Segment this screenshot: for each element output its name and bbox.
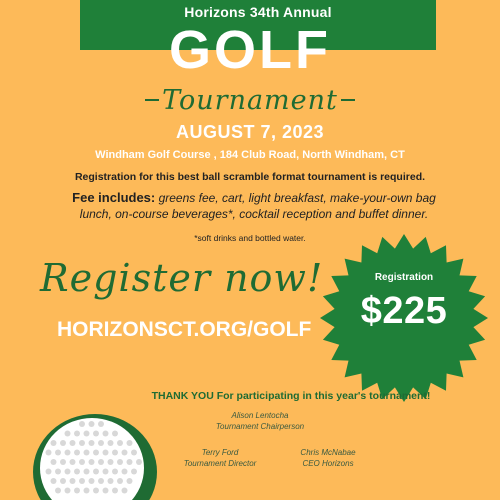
golf-ball-dimple <box>112 488 118 494</box>
golf-ball-dimple <box>84 488 90 494</box>
ceo-name: Chris McNabae <box>300 448 356 457</box>
golf-ball-dimple <box>103 488 109 494</box>
dash-right <box>341 99 355 101</box>
fee-text: greens fee, cart, light breakfast, make-your-own bag lunch, on-course beverages*, cocktail reception and buffet dinner. <box>79 191 436 221</box>
golf-ball-dimple <box>70 440 76 446</box>
badge-label: Registration <box>374 272 434 283</box>
golf-ball-dimple <box>98 421 104 427</box>
golf-ball-dimple <box>51 459 57 465</box>
golf-ball-dimple <box>84 431 90 437</box>
golf-ball-dimple <box>127 459 133 465</box>
golf-ball-dimple <box>103 431 109 437</box>
golf-ball-dimple <box>46 450 52 456</box>
golf-ball-dimple <box>103 450 109 456</box>
golf-ball-dimple <box>131 469 137 475</box>
golf-ball-dimple <box>89 478 95 484</box>
golf-ball-dimple <box>65 469 71 475</box>
golf-ball-dimple <box>74 488 80 494</box>
golf-ball-dimple <box>108 459 114 465</box>
golf-ball-dimple <box>112 450 118 456</box>
golf-ball-dimple <box>55 469 61 475</box>
format-note: Registration for this best ball scramble format tournament is required. <box>74 171 426 183</box>
golf-ball-dimple <box>70 478 76 484</box>
fee-footnote: *soft drinks and bottled water. <box>194 233 306 243</box>
register-title: Register now! <box>40 256 324 300</box>
golf-ball-dimple <box>51 478 57 484</box>
golf-ball-dimple <box>131 450 137 456</box>
golf-title: GOLF <box>169 20 331 80</box>
golf-ball-dimple <box>98 440 104 446</box>
fee-includes <box>64 190 444 222</box>
badge-price: $225 <box>360 290 448 332</box>
golf-ball-dimple <box>98 478 104 484</box>
golf-ball-dimple <box>65 488 71 494</box>
golf-ball-dimple <box>79 421 85 427</box>
golf-ball-dimple <box>79 440 85 446</box>
golf-ball-dimple <box>84 469 90 475</box>
golf-ball-dimple <box>89 421 95 427</box>
golf-ball-dimple <box>108 478 114 484</box>
golf-ball-dimple <box>60 478 66 484</box>
event-date: AUGUST 7, 2023 <box>175 122 325 142</box>
chair-title: Tournament Chairperson <box>215 422 305 431</box>
tournament-word: Tournament <box>162 84 338 116</box>
golf-ball-dimple <box>127 478 133 484</box>
golf-ball-dimple <box>84 450 90 456</box>
golf-ball-dimple <box>55 488 61 494</box>
header-title: Horizons 34th Annual <box>184 4 332 20</box>
golf-ball-dimple <box>112 431 118 437</box>
thank-you-message: THANK YOU For participating in this year's tournament! <box>151 390 431 402</box>
golf-ball-dimple <box>74 469 80 475</box>
golf-ball-dimple <box>89 440 95 446</box>
golf-ball-dimple <box>70 459 76 465</box>
golf-ball-dimple <box>89 459 95 465</box>
golf-ball-dimple <box>117 440 123 446</box>
golf-ball-dimple <box>79 478 85 484</box>
golf-ball-dimple <box>117 478 123 484</box>
event-location: Windham Golf Course , 184 Club Road, North Windham, CT <box>95 149 405 161</box>
golf-ball-dimple <box>93 488 99 494</box>
golf-ball-dimple <box>79 459 85 465</box>
director-name: Terry Ford <box>201 448 239 457</box>
golf-ball-dimple <box>108 440 114 446</box>
tournament-subtitle <box>0 82 500 118</box>
chair-name: Alison Lentocha <box>231 411 289 420</box>
golf-ball-dimple <box>122 488 128 494</box>
dash-left <box>145 99 159 101</box>
golf-ball-dimple <box>93 450 99 456</box>
golf-ball-dimple <box>122 450 128 456</box>
golf-ball-dimple <box>136 459 142 465</box>
golf-ball-dimple <box>98 459 104 465</box>
golf-ball-dimple <box>93 469 99 475</box>
golf-ball-dimple <box>93 431 99 437</box>
golf-ball-dimple <box>65 450 71 456</box>
golf-ball-dimple <box>60 440 66 446</box>
golf-ball-dimple <box>112 469 118 475</box>
golf-ball-dimple <box>103 469 109 475</box>
golf-ball-dimple <box>122 469 128 475</box>
golf-ball-dimple <box>74 450 80 456</box>
golf-ball-dimple <box>117 459 123 465</box>
golf-ball-dimple <box>46 469 52 475</box>
golf-ball-dimple <box>60 459 66 465</box>
register-url[interactable]: HORIZONSCT.ORG/GOLF <box>57 318 312 341</box>
golf-ball-dimple <box>74 431 80 437</box>
golf-ball-dimple <box>55 450 61 456</box>
golf-ball-icon <box>30 392 160 500</box>
ceo-title: CEO Horizons <box>302 459 354 468</box>
director-title: Tournament Director <box>183 459 257 468</box>
golf-ball-dimple <box>51 440 57 446</box>
fee-label: Fee includes: <box>72 190 156 205</box>
golf-ball-dimple <box>127 440 133 446</box>
golf-ball-dimple <box>65 431 71 437</box>
